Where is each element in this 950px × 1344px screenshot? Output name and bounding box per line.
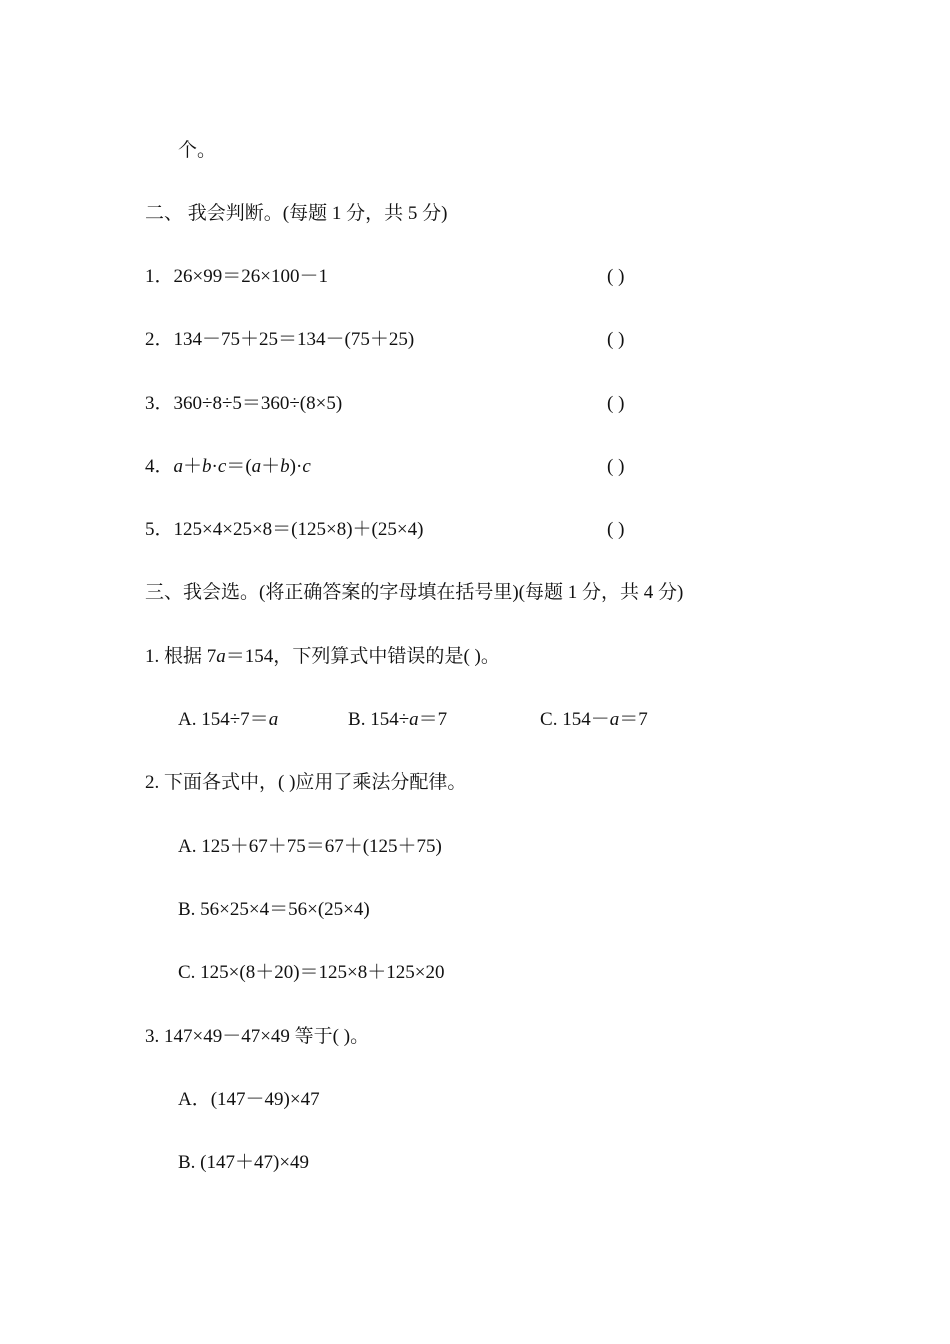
judge-item-1-number: 1． (145, 266, 174, 287)
q2-option-b: B. 56×25×4＝56×(25×4) (178, 899, 370, 920)
q1-option-c: C. 154－a＝7 (540, 709, 648, 730)
choice-question-3: 3. 147×49－47×49 等于( )。 (145, 1026, 370, 1047)
judge-item-4 (145, 455, 311, 479)
section-3-title: 三、我会选。(将正确答案的字母填在括号里)(每题 1 分，共 4 分) (145, 582, 684, 603)
judge-item-1-text: 26×99＝26×100－1 (173, 266, 328, 287)
continued-text: 个。 (178, 140, 217, 161)
judge-answer-blank-2[interactable]: ( ) (607, 329, 625, 350)
judge-item-2 (145, 328, 414, 352)
q2-option-c: C. 125×(8＋20)＝125×8＋125×20 (178, 962, 445, 983)
judge-item-3 (145, 392, 342, 416)
judge-item-5-text: 125×4×25×8＝(125×8)＋(25×4) (173, 519, 424, 540)
q1-option-a: A. 154÷7＝a (178, 709, 279, 730)
choice-question-2: 2. 下面各式中，( )应用了乘法分配律。 (145, 772, 467, 793)
q1-option-b: B. 154÷a＝7 (348, 709, 448, 730)
choice-question-1: 1. 根据 7a＝154，下列算式中错误的是( )。 (145, 646, 500, 667)
judge-item-3-text: 360÷8÷5＝360÷(8×5) (173, 393, 343, 414)
q2-option-a: A. 125＋67＋75＝67＋(125＋75) (178, 836, 442, 857)
judge-answer-blank-3[interactable]: ( ) (607, 393, 625, 414)
judge-item-1 (145, 265, 328, 289)
judge-answer-blank-1[interactable]: ( ) (607, 266, 625, 287)
judge-item-5 (145, 518, 423, 542)
judge-item-2-number: 2． (145, 329, 174, 350)
judge-answer-blank-4[interactable]: ( ) (607, 456, 625, 477)
judge-item-4-number: 4． (145, 456, 174, 477)
judge-item-3-number: 3． (145, 393, 174, 414)
q3-option-b: B. (147＋47)×49 (178, 1152, 310, 1173)
judge-item-4-text: a＋b·c＝(a＋b)·c (173, 456, 311, 477)
judge-answer-blank-5[interactable]: ( ) (607, 519, 625, 540)
section-2-title: 二、 我会判断。(每题 1 分，共 5 分) (145, 203, 448, 224)
judge-item-2-text: 134－75＋25＝134－(75＋25) (173, 329, 415, 350)
judge-item-5-number: 5． (145, 519, 174, 540)
q3-option-a: A．(147－49)×47 (178, 1089, 320, 1110)
